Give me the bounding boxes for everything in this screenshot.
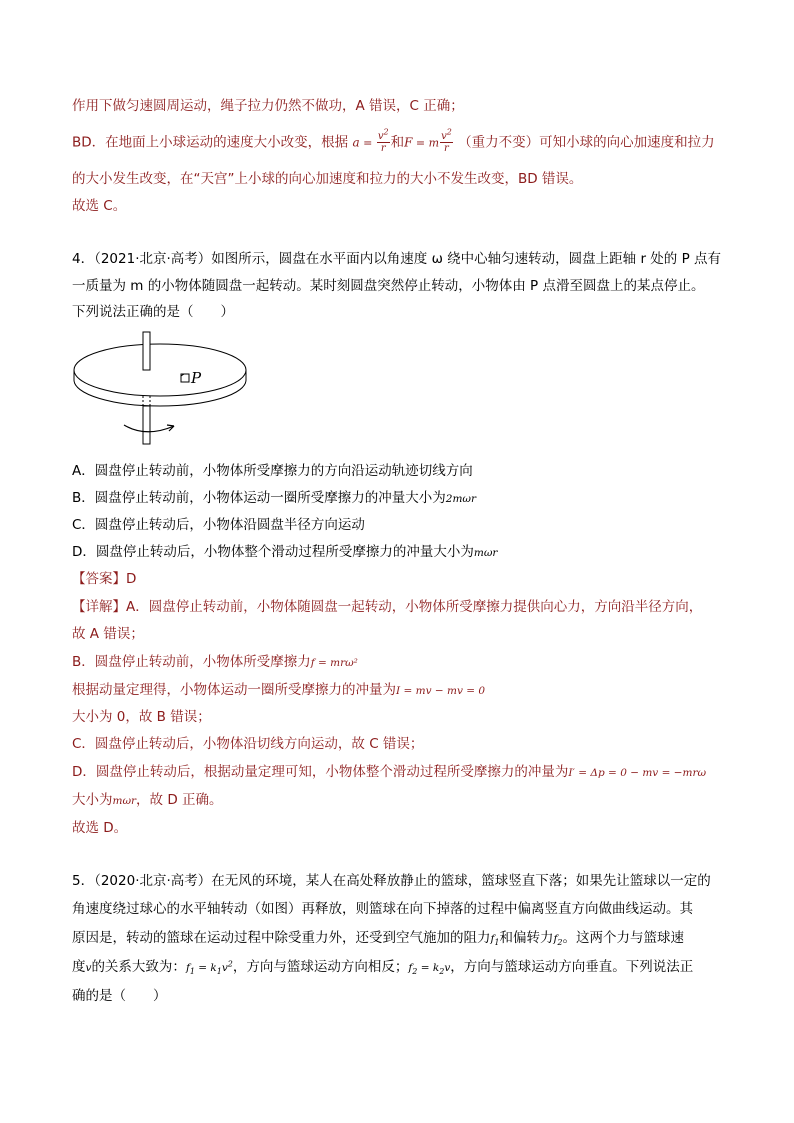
disc-figure bbox=[70, 330, 250, 450]
q4-stem-3: 下列说法正确的是（ ） bbox=[72, 304, 234, 320]
q4-detail-4: 根据动量定理得，小物体运动一圈所受摩擦力的冲量为I = mv − mv = 0 bbox=[72, 682, 486, 698]
q4-detail-9: 故选 D。 bbox=[72, 820, 128, 836]
q4-option-b: B．圆盘停止转动前，小物体运动一圈所受摩擦力的冲量大小为2mωr bbox=[72, 490, 476, 506]
q4-answer: 【答案】D bbox=[72, 571, 137, 587]
q5-stem-5: 确的是（ ） bbox=[72, 988, 167, 1004]
q5-stem-2: 角速度绕过球心的水平轴转动（如图）再释放，则篮球在向下掉落的过程中偏离竖直方向做曲线运动。其 bbox=[72, 901, 693, 917]
prev-line-3: 的大小发生改变，在“天宫”上小球的向心加速度和拉力的大小不发生改变，BD 错误。 bbox=[72, 171, 583, 187]
q4-detail-5: 大小为 0，故 B 错误； bbox=[72, 709, 211, 725]
q4-detail-1: 【详解】A．圆盘停止转动前，小物体随圆盘一起转动，小物体所受摩擦力提供向心力，方向沿半径方向， bbox=[72, 599, 703, 615]
q4-stem-1: 4．（2021·北京·高考）如图所示，圆盘在水平面内以角速度 ω 绕中心轴匀速转动，圆盘上距轴 r 处的 P 点有 bbox=[72, 251, 722, 267]
q4-detail-6: C．圆盘停止转动后，小物体沿切线方向运动，故 C 错误； bbox=[72, 736, 424, 752]
prev-line-4: 故选 C。 bbox=[72, 198, 127, 214]
q4-option-c: C．圆盘停止转动后，小物体沿圆盘半径方向运动 bbox=[72, 517, 365, 533]
figure-label-p: P bbox=[191, 369, 202, 387]
disc-top bbox=[74, 344, 246, 396]
q4-detail-7: D．圆盘停止转动后，根据动量定理可知，小物体整个滑动过程所受摩擦力的冲量为I′ = Δp = 0 − mv = −mrω bbox=[72, 764, 707, 780]
q4-stem-2: 一质量为 m 的小物体随圆盘一起转动。某时刻圆盘突然停止转动，小物体由 P 点滑至圆盘上的某点停止。 bbox=[72, 278, 705, 294]
q4-detail-3: B．圆盘停止转动前，小物体所受摩擦力f = mrω² bbox=[72, 654, 358, 670]
prev-line-2: BD．在地面上小球运动的速度大小改变，根据 a = $\frac{v^2}{r}$ 和F = m $\frac{v^2}{r}$ （重力不变）可知小球的向心加速度和拉力 bbox=[72, 127, 715, 154]
q4-option-a: A．圆盘停止转动前，小物体所受摩擦力的方向沿运动轨迹切线方向 bbox=[72, 463, 473, 479]
q5-stem-1: 5．（2020·北京·高考）在无风的环境，某人在高处释放静止的篮球，篮球竖直下落；如果先让篮球以一定的 bbox=[72, 873, 711, 889]
q4-detail-2: 故 A 错误； bbox=[72, 626, 144, 642]
axis-shaft bbox=[143, 332, 150, 370]
q5-stem-3: 原因是，转动的篮球在运动过程中除受重力外，还受到空气施加的阻力$f_1$和偏转力$f_2$。这两个力与篮球速 bbox=[72, 930, 684, 948]
q5-stem-4: 度v的关系大致为：$f_1 = k_1v^2$，方向与篮球运动方向相反；$f_2 = k_2v$，方向与篮球运动方向垂直。下列说法正 bbox=[72, 959, 694, 977]
q4-detail-8: 大小为mωr，故 D 正确。 bbox=[72, 792, 223, 808]
prev-line-1: 作用下做匀速圆周运动，绳子拉力仍然不做功，A 错误，C 正确； bbox=[72, 98, 464, 114]
q4-option-d: D．圆盘停止转动后，小物体整个滑动过程所受摩擦力的冲量大小为mωr bbox=[72, 544, 498, 560]
